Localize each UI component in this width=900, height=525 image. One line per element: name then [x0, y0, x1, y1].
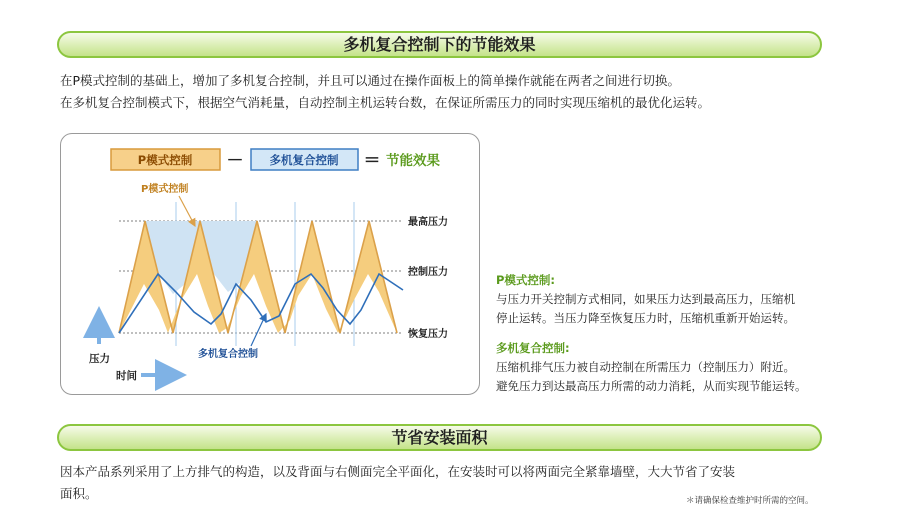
minus-sign: －	[226, 151, 244, 171]
control-pressure-label: 控制压力	[408, 267, 448, 278]
p-mode-explain-line-2: 停止运转。当压力降至恢复压力时，压缩机重新开始运转。	[496, 311, 795, 325]
maintenance-footnote: ＊请确保检查维护时所需的空间。	[686, 496, 814, 506]
multi-explain-title: 多机复合控制:	[496, 341, 570, 355]
section-banner-energy	[57, 31, 822, 58]
p-mode-explain-title: P模式控制:	[496, 273, 556, 287]
result-label: 节能效果	[386, 153, 440, 169]
multi-pointer	[251, 314, 266, 346]
section-title: 节省安装面积	[391, 428, 488, 447]
pressure-axis-label: 压力	[89, 353, 110, 365]
intro-text-line-1: 在P模式控制的基础上，增加了多机复合控制，并且可以通过在操作面板上的简单操作就能在两者之间进行切换。	[60, 73, 681, 88]
energy-saving-diagram	[60, 133, 480, 395]
recover-pressure-label: 恢复压力	[408, 329, 448, 340]
max-pressure-label: 最高压力	[408, 217, 448, 228]
section-title: 多机复合控制下的节能效果	[343, 35, 536, 54]
equals-sign: ＝	[363, 151, 381, 171]
p-mode-explain-line-1: 与压力开关控制方式相同，如果压力达到最高压力，压缩机	[496, 292, 795, 306]
multi-explain-line-1: 压缩机排气压力被自动控制在所需压力（控制压力）附近。	[496, 360, 795, 374]
intro-text-line-2: 在多机复合控制模式下，根据空气消耗量，自动控制主机运转台数，在保证所需压力的同时实现压缩机的最优化运转。	[60, 95, 711, 110]
time-axis-label: 时间	[116, 370, 137, 382]
p-mode-box-label: P模式控制	[137, 153, 193, 167]
space-text-line-1: 因本产品系列采用了上方排气的构造，以及背面与右侧面完全平面化，在安装时可以将两面完全紧靠墙壁，大大节省了安装	[60, 464, 736, 479]
equation-row	[111, 149, 440, 171]
multi-explain-line-2: 避免压力到达最高压力所需的动力消耗，从而实现节能运转。	[496, 379, 807, 393]
space-text-line-2: 面积。	[60, 486, 98, 501]
p-mode-curve-label: P模式控制	[141, 184, 189, 195]
multi-box-label: 多机复合控制	[269, 153, 339, 167]
section-banner-space	[57, 424, 822, 451]
multi-curve-label: 多机复合控制	[198, 349, 258, 360]
